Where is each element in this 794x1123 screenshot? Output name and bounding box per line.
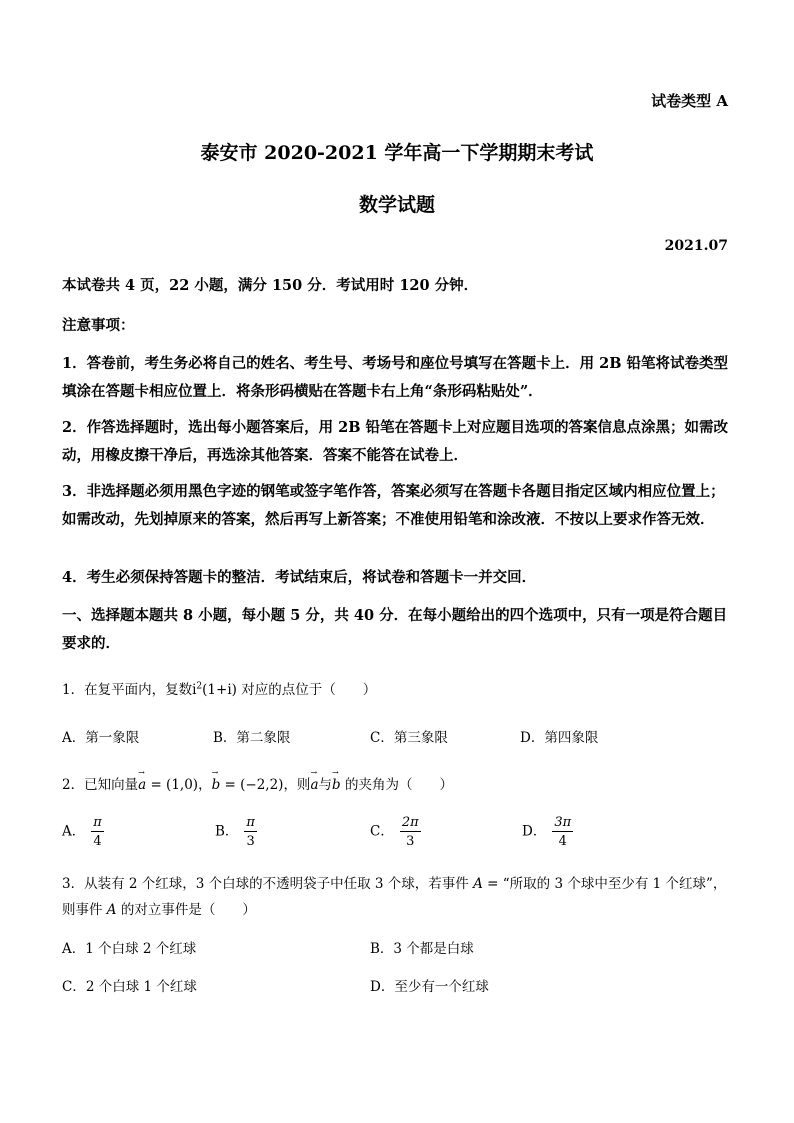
q1-suffix: 对应的点位于（ ） [236,682,377,698]
q1-math: $i^2(1+i)$ [192,681,237,698]
q3-option-c: C．2 个白球 1 个红球 [62,979,197,995]
q2-a-value: = (1,0) [146,777,199,793]
q3-line2-suffix: 的对立事件是（ ） [116,902,256,918]
notice-heading: 注意事项： [62,317,135,334]
notice-item-1: 1．答卷前，考生务必将自己的姓名、考生号、考场号和座位号填写在答题卡上．用 2B 铅笔将试卷类型填涂在答题卡相应位置上．将条形码横贴在答题卡右上角“条形码粘贴处”． [62,355,729,400]
exam-date: 2021.07 [664,238,728,254]
q1-option-b: B．第二象限 [213,730,291,746]
vector-b: → b [212,777,221,793]
question-3-stem-line1 [62,872,726,892]
q3-option-d: D．至少有一个红球 [370,979,489,995]
q2-option-c: C． $\frac{2\pi}{3}$ [370,815,419,849]
question-2-stem [62,773,453,793]
vector-a: → a [138,777,146,793]
q1-prefix: 1．在复平面内，复数 [62,682,193,698]
notice-item-2: 2．作答选择题时，选出每小题答案后，用 2B 铅笔在答题卡上对应题目选项的答案信息点涂黑；如需改动，用橡皮擦干净后，再选涂其他答案．答案不能答在试卷上． [62,419,729,464]
question-1-stem [62,678,376,698]
notice-item-3: 3．非选择题必须用黑色字迹的钢笔或签字笔作答，答案必须写在答题卡各题目指定区域内相应位置上；如需改动，先划掉原来的答案，然后再写上新答案；不准使用铅笔和涂改液．不按以上要求作答无效． [62,483,725,528]
q2-option-b: B． $\frac{\pi}{3}$ [215,815,255,849]
q1-option-c: C．第三象限 [370,730,448,746]
question-3-stem-line2 [62,898,256,918]
q2-with: 与 [318,777,332,793]
q2-option-d: D． $\frac{3\pi}{4}$ [522,815,572,849]
q2-mid: ，则 [283,777,311,793]
q2-suffix: 的夹角为（ ） [340,777,453,793]
vector-a-ref: → a [310,777,318,793]
q2-option-a: A． $\frac{\pi}{4}$ [62,815,102,849]
exam-summary: 本试卷共 4 页，22 小题，满分 150 分．考试用时 120 分钟． [62,277,479,294]
q1-option-a: A．第一象限 [62,730,140,746]
q2-b-value: = (−2,2) [220,777,284,793]
section1-heading: 一、选择题本题共 8 小题，每小题 5 分，共 40 分．在每小题给出的四个选项中，只有一项是符合题目要求的． [62,607,728,652]
q3-line2-prefix: 则事件 [62,902,107,918]
notice-item-4: 4．考生必须保持答题卡的整洁．考试结束后，将试卷和答题卡一并交回． [62,569,537,586]
q3-event-symbol-2: A [106,902,117,918]
q2-separator: ， [198,777,212,793]
q3-line1-suffix: = “所取的 3 个球中至少有 1 个红球”， [482,876,727,892]
exam-title: 泰安市 2020-2021 学年高一下学期期末考试 [200,142,594,164]
exam-subtitle: 数学试题 [358,194,435,216]
q3-line1-prefix: 3．从装有 2 个红球，3 个白球的不透明袋子中任取 3 个球，若事件 [62,876,474,892]
paper-type-label: 试卷类型 A [651,92,728,110]
q3-option-b: B．3 个都是白球 [370,941,474,957]
q3-option-a: A．1 个白球 2 个红球 [62,941,197,957]
q2-prefix: 2．已知向量 [62,777,139,793]
q3-event-symbol: A [473,876,483,892]
q1-option-d: D．第四象限 [520,730,599,746]
vector-b-ref: → b [332,777,341,793]
